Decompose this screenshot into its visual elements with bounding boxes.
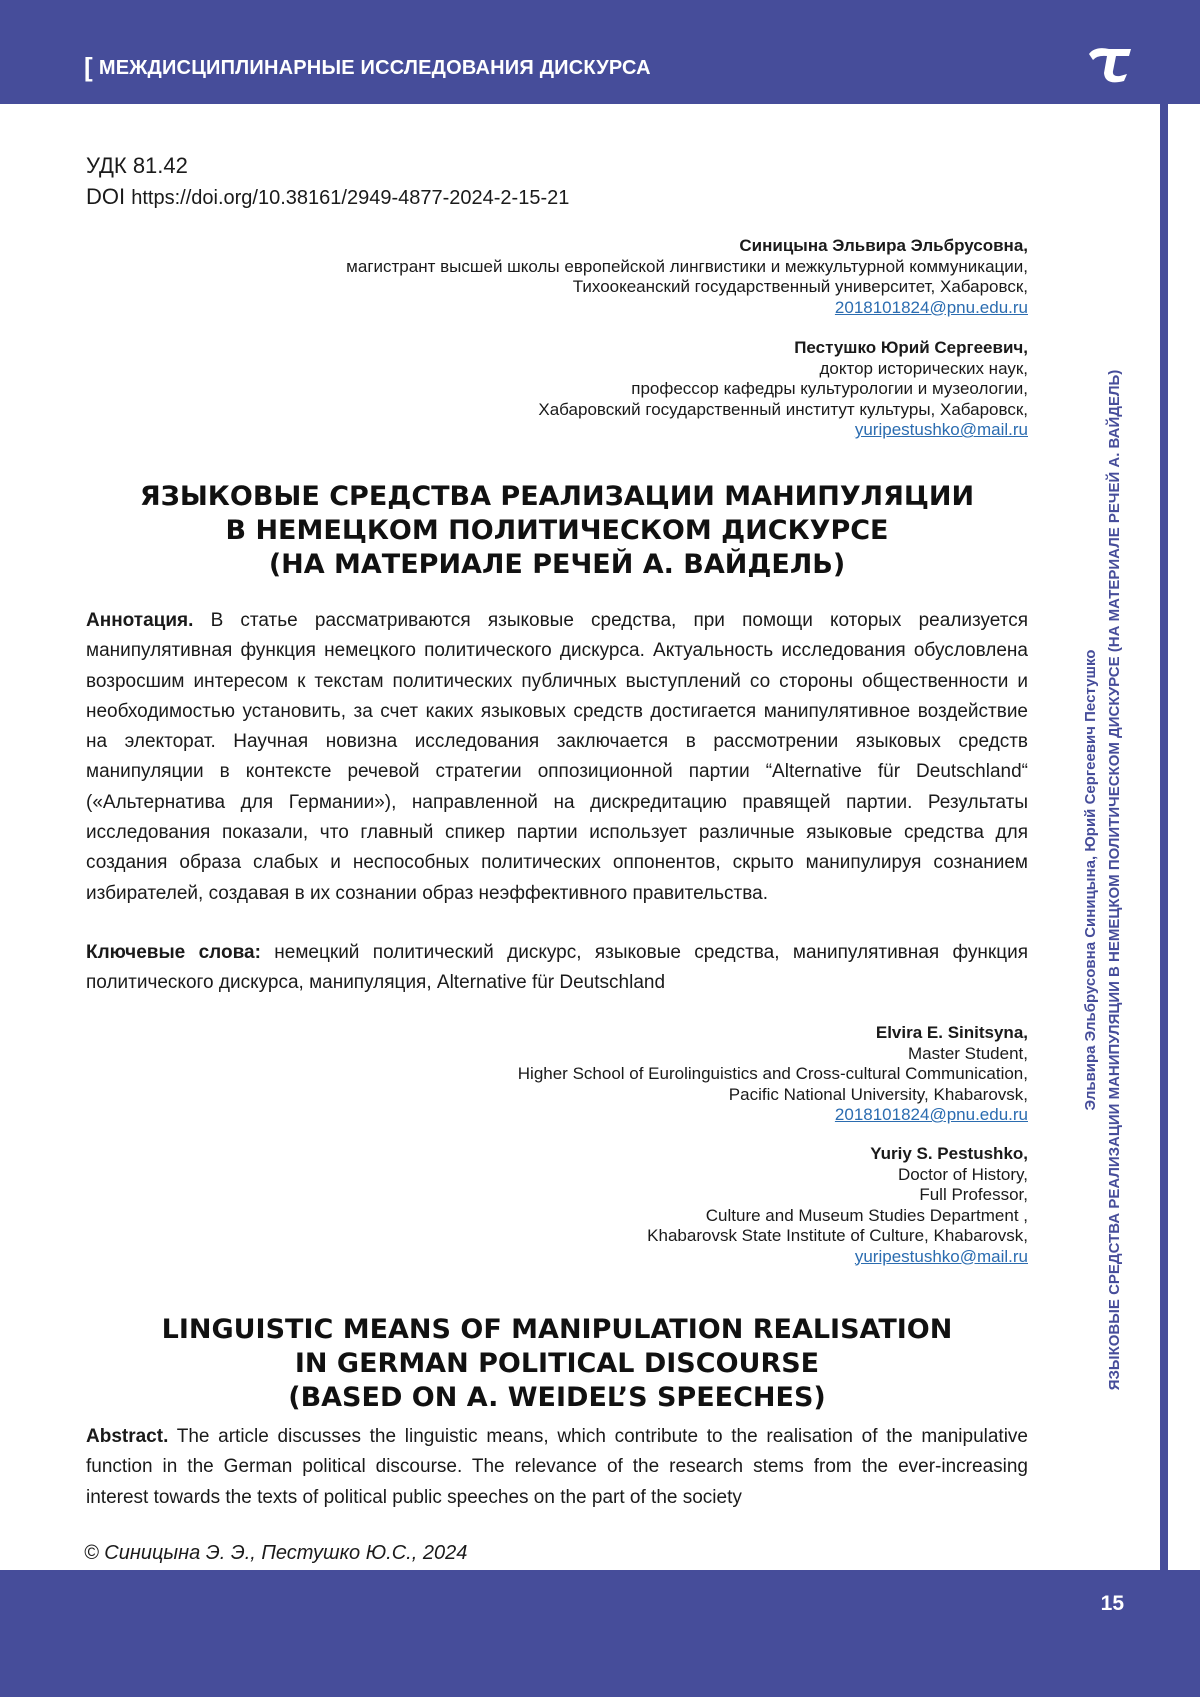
- author-email-link[interactable]: yuripestushko@mail.ru: [854, 420, 1028, 439]
- doi-value: https://doi.org/10.38161/2949-4877-2024-2-15-21: [131, 187, 570, 209]
- udk-code: УДК 81.42: [86, 153, 188, 178]
- annotation-paragraph: [86, 606, 1028, 909]
- keywords-text: немецкий политический дискурс, языковые средства, манипулятивная функция политического дискурса, манипуляция, Alternative für Deutschland: [86, 942, 1029, 994]
- page-number: 15: [1100, 1592, 1124, 1615]
- title-line: ЯЗЫКОВЫЕ СРЕДСТВА РЕАЛИЗАЦИИ МАНИПУЛЯЦИИ: [139, 481, 975, 512]
- author-name: Пестушко Юрий Сергеевич,: [794, 338, 1028, 357]
- title-line: LINGUISTIC MEANS OF MANIPULATION REALISATION: [161, 1314, 953, 1345]
- author-affiliation-line: Full Professor,: [919, 1185, 1028, 1204]
- author-affiliation-line: Хабаровский государственный институт культуры, Хабаровск,: [538, 399, 1028, 419]
- abstract-label: Abstract.: [86, 1426, 169, 1447]
- author-affiliation-line: Culture and Museum Studies Department ,: [705, 1205, 1028, 1225]
- page-footer: [0, 1570, 1200, 1697]
- running-authors: Эльвира Эльбрусовна Синицына, Юрий Сергеевич Пестушко: [1082, 649, 1099, 1111]
- journal-section-title: [84, 50, 651, 81]
- author-affiliation-line: Higher School of Eurolinguistics and Cross-cultural Communication,: [517, 1064, 1028, 1083]
- annotation-text: В статье рассматриваются языковые средства, при помощи которых реализуется манипулятивная функция немецкого политического дискурса. Актуальность исследования обусловлена возросшим интересом к текстам политических публичных выступлений со стороны общественности и необходимостью установить, за счет каких языковых средств достигается манипулятивное воздействие на электорат. Научная новизна исследования заключается в рассмотрении языковых средств манипуляции в контексте речевой стратегии оппозиционной партии “Alternative für Deutschland“ («Альтернатива для Германии»), направленной на дискредитацию правящей партии. Результаты исследования показали, что главный спикер партии использует различные языковые средства для создания образа слабых и неспособных политических оппонентов, скрыто манипулируя сознанием избирателей, создавая в их сознании образ неэффективного правительства.: [86, 610, 1028, 904]
- author-affiliation-line: Master Student,: [907, 1043, 1028, 1063]
- author-en-2: [647, 1144, 1028, 1267]
- keywords-paragraph: [86, 938, 1028, 999]
- title-line: (BASED ON A. WEIDEL’S SPEECHES): [288, 1382, 826, 1413]
- author-affiliation-line: Khabarovsk State Institute of Culture, Khabarovsk,: [647, 1226, 1028, 1245]
- author-affiliation-line: Тихоокеанский государственный университет, Хабаровск,: [572, 277, 1028, 296]
- author-name: Yuriy S. Pestushko,: [870, 1144, 1028, 1163]
- author-ru-1: [346, 236, 1028, 318]
- author-affiliation-line: Doctor of History,: [897, 1164, 1028, 1184]
- copyright-notice: © Синицына Э. Э., Пестушко Ю.С., 2024: [84, 1542, 468, 1564]
- author-en-1: [518, 1023, 1028, 1126]
- article-title-en: [86, 1313, 1028, 1415]
- author-affiliation-line: доктор исторических наук,: [819, 358, 1028, 378]
- author-affiliation-line: профессор кафедры культурологии и музеологии,: [631, 379, 1028, 398]
- keywords-label: Ключевые слова:: [86, 942, 261, 963]
- title-line: (НА МАТЕРИАЛЕ РЕЧЕЙ А. ВАЙДЕЛЬ): [268, 549, 846, 580]
- title-line: В НЕМЕЦКОМ ПОЛИТИЧЕСКОМ ДИСКУРСЕ: [225, 515, 889, 546]
- running-title-vertical: [1079, 320, 1127, 1440]
- author-affiliation-line: магистрант высшей школы европейской лингвистики и межкультурной коммуникации,: [346, 256, 1028, 276]
- doi-line: [86, 181, 569, 214]
- annotation-label: Аннотация.: [86, 610, 194, 631]
- author-email-link[interactable]: yuripestushko@mail.ru: [854, 1246, 1028, 1266]
- abstract-paragraph: [86, 1422, 1028, 1513]
- article-title-ru: [86, 480, 1028, 582]
- author-email-link[interactable]: 2018101824@pnu.edu.ru: [834, 1105, 1028, 1124]
- author-affiliation-line: Pacific National University, Khabarovsk,: [728, 1084, 1028, 1104]
- abstract-text: The article discusses the linguistic means, which contribute to the realisation of the manipulative function in the German political discourse. The relevance of the research stems from the ever-increasing interest towards the texts of political public speeches on the part of the society: [86, 1426, 1028, 1508]
- side-accent-bar: [1160, 104, 1168, 1570]
- author-name: Elvira E. Sinitsyna,: [875, 1023, 1028, 1042]
- doi-label: DOI: [86, 184, 126, 209]
- author-name: Синицына Эльвира Эльбрусовна,: [739, 236, 1028, 255]
- author-email-link[interactable]: 2018101824@pnu.edu.ru: [834, 297, 1028, 317]
- journal-header: [0, 0, 1200, 104]
- running-title: ЯЗЫКОВЫЕ СРЕДСТВА РЕАЛИЗАЦИИ МАНИПУЛЯЦИИ В НЕМЕЦКОМ ПОЛИТИЧЕСКОМ ДИСКУРСЕ (НА МАТЕРИАЛЕ РЕЧЕЙ А. ВАЙДЕЛЬ): [1106, 369, 1123, 1391]
- title-line: IN GERMAN POLITICAL DISCOURSE: [294, 1348, 820, 1379]
- header-bracket: [: [84, 52, 93, 82]
- header-title-text: МЕЖДИСЦИПЛИНАРНЫЕ ИССЛЕДОВАНИЯ ДИСКУРСА: [98, 57, 651, 79]
- article-meta: [86, 150, 569, 214]
- author-ru-2: [538, 338, 1028, 441]
- journal-t-logo-icon: [1085, 44, 1135, 84]
